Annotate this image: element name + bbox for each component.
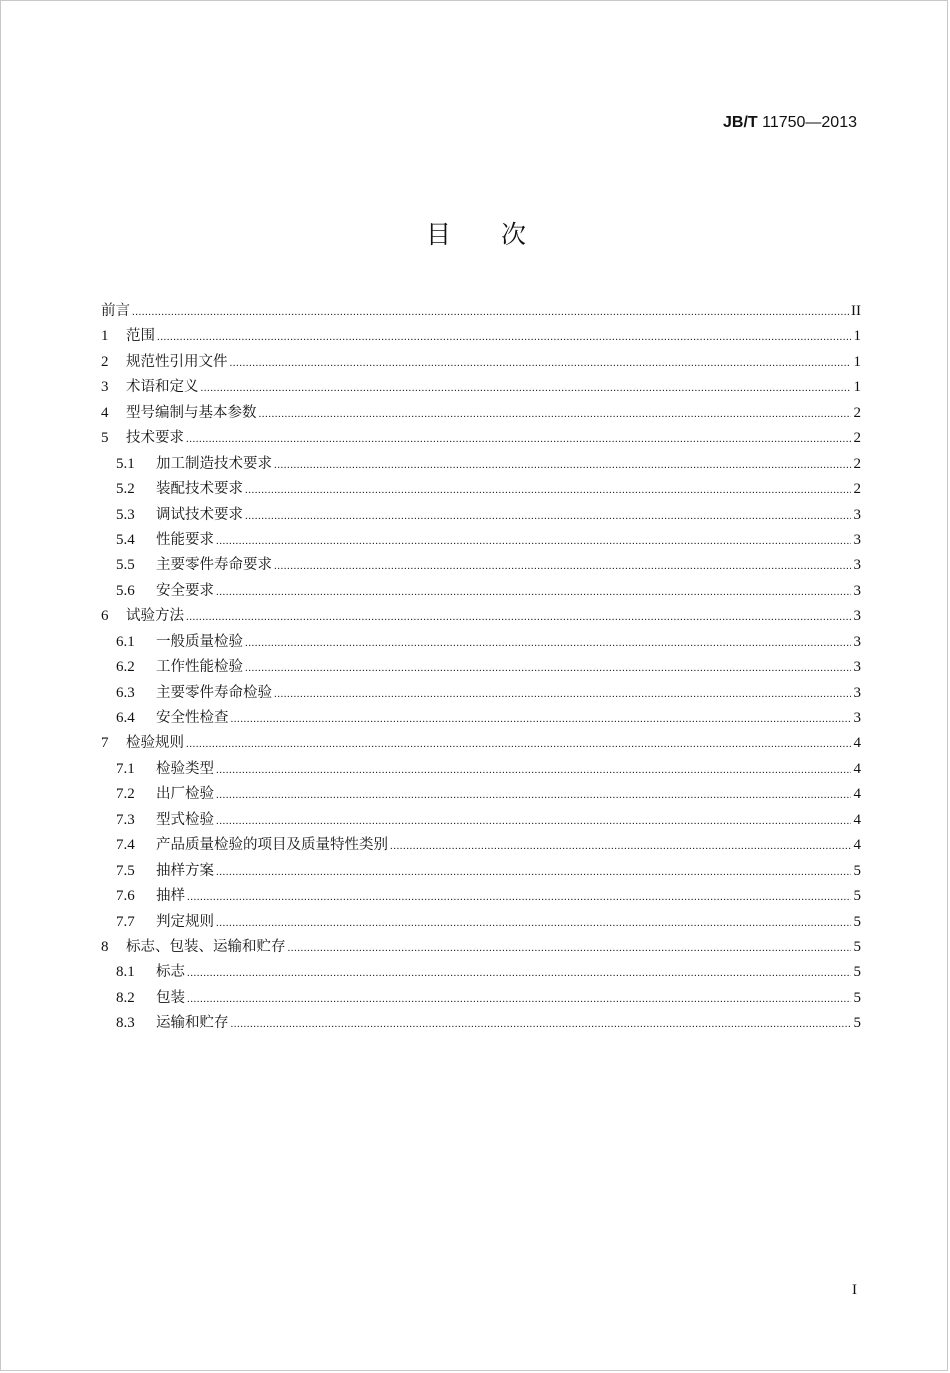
table-of-contents (101, 299, 861, 1037)
toc-entry-label: 术语和定义 (126, 379, 199, 396)
toc-entry-number: 6.3 (116, 684, 135, 701)
toc-leader-dots (274, 453, 851, 478)
toc-entry-number: 5.6 (116, 582, 135, 599)
toc-leader-dots (216, 758, 851, 783)
toc-entry-label: 安全性检查 (156, 710, 229, 726)
toc-leader-dots (274, 554, 851, 579)
toc-entry[interactable] (101, 706, 861, 731)
toc-entry-page: 3 (853, 506, 861, 523)
toc-entry-page: 3 (853, 557, 861, 574)
toc-entry-number: 8 (101, 938, 109, 955)
toc-leader-dots (390, 834, 851, 859)
toc-entry-number: 7.1 (116, 760, 135, 777)
toc-entry[interactable] (101, 655, 861, 680)
toc-entry-label: 运输和贮存 (156, 1015, 229, 1032)
toc-leader-dots (216, 911, 851, 936)
toc-leader-dots (187, 885, 851, 910)
toc-entry-page: 4 (853, 760, 861, 777)
toc-entry-number: 7.3 (116, 811, 135, 828)
toc-entry-label: 判定规则 (156, 913, 214, 930)
toc-entry-number: 8.3 (116, 1015, 135, 1032)
toc-entry-page: 2 (853, 455, 861, 472)
toc-entry-number: 2 (101, 353, 109, 370)
toc-leader-dots (186, 605, 851, 630)
toc-entry-number: 3 (101, 379, 109, 396)
toc-entry-page: II (851, 303, 861, 319)
toc-entry-page: 5 (853, 888, 861, 905)
toc-entry[interactable] (101, 884, 861, 909)
toc-entry-number: 6 (101, 608, 109, 625)
toc-entry-page: 4 (853, 837, 861, 854)
toc-entry[interactable] (101, 808, 861, 833)
standard-prefix: JB/T (722, 114, 758, 131)
toc-leader-dots (216, 809, 851, 834)
toc-entry-page: 4 (853, 735, 861, 752)
toc-entry-label: 加工制造技术要求 (156, 455, 272, 472)
toc-entry-number: 8.1 (116, 964, 135, 981)
page-number: I (852, 1282, 857, 1298)
toc-entry-page: 3 (853, 531, 861, 548)
toc-entry[interactable] (101, 426, 861, 451)
toc-entry-page: 3 (853, 659, 861, 676)
toc-entry-label: 产品质量检验的项目及质量特性类别 (156, 837, 388, 854)
toc-entry-label: 性能要求 (156, 531, 214, 548)
toc-entry-label: 型号编制与基本参数 (126, 404, 257, 421)
page-title: 目次 (425, 220, 576, 249)
toc-entry[interactable] (101, 375, 861, 400)
standard-code: 11750—2013 (757, 114, 857, 131)
toc-entry-number: 7.5 (116, 862, 135, 879)
toc-entry[interactable] (101, 833, 861, 858)
toc-entry[interactable] (101, 528, 861, 553)
toc-entry-label: 规范性引用文件 (126, 353, 228, 370)
toc-entry[interactable] (101, 477, 861, 502)
toc-entry[interactable] (101, 630, 861, 655)
toc-entry[interactable] (101, 604, 861, 629)
toc-entry-label: 出厂检验 (156, 786, 214, 803)
toc-entry-number: 7.6 (116, 888, 135, 905)
toc-entry-label: 抽样 (156, 888, 185, 905)
toc-entry[interactable] (101, 910, 861, 935)
toc-entry-number: 7 (101, 735, 109, 752)
toc-entry-label: 范围 (126, 328, 155, 345)
toc-leader-dots (288, 936, 852, 961)
toc-leader-dots (201, 376, 852, 401)
toc-leader-dots (216, 529, 851, 554)
toc-entry-label: 试验方法 (126, 608, 184, 625)
toc-entry-page: 3 (853, 710, 861, 726)
toc-entry-page: 5 (853, 913, 861, 930)
toc-entry[interactable] (101, 782, 861, 807)
toc-entry-page: 5 (853, 964, 861, 981)
toc-entry-label: 工作性能检验 (156, 659, 243, 676)
toc-entry-page: 2 (853, 430, 861, 447)
toc-entry-label: 前言 (101, 303, 130, 319)
toc-entry-label: 标志、包装、运输和贮存 (126, 938, 286, 955)
toc-entry-page: 3 (853, 608, 861, 625)
toc-entry[interactable] (101, 1011, 861, 1036)
toc-leader-dots (216, 860, 851, 885)
toc-entry-page: 1 (853, 328, 861, 345)
toc-leader-dots (216, 783, 851, 808)
toc-entry-page: 4 (853, 811, 861, 828)
toc-entry-page: 2 (853, 404, 861, 421)
toc-leader-dots (245, 478, 851, 503)
toc-entry-number: 1 (101, 328, 109, 345)
toc-entry[interactable] (101, 986, 861, 1011)
toc-leader-dots (186, 427, 851, 452)
toc-entry-label: 标志 (156, 964, 185, 981)
toc-leader-dots (186, 732, 851, 757)
toc-leader-dots (187, 987, 851, 1012)
toc-entry-number: 5.1 (116, 455, 135, 472)
toc-entry-label: 检验类型 (156, 760, 214, 777)
toc-entry-page: 5 (853, 938, 861, 955)
toc-entry-page: 3 (853, 633, 861, 650)
toc-entry-number: 5.4 (116, 531, 135, 548)
toc-entry-label: 装配技术要求 (156, 481, 243, 498)
toc-entry-number: 6.2 (116, 659, 135, 676)
toc-entry-number: 4 (101, 404, 109, 421)
toc-entry[interactable] (101, 757, 861, 782)
standard-number (723, 114, 857, 132)
toc-entry-label: 包装 (156, 989, 185, 1006)
toc-entry-label: 主要零件寿命要求 (156, 557, 272, 574)
toc-entry-label: 型式检验 (156, 811, 214, 828)
toc-leader-dots (230, 351, 852, 376)
toc-leader-dots (132, 300, 849, 325)
toc-leader-dots (245, 656, 851, 681)
toc-entry-number: 6.4 (116, 710, 135, 726)
toc-leader-dots (274, 682, 851, 707)
toc-leader-dots (231, 1012, 852, 1037)
toc-entry-label: 抽样方案 (156, 862, 214, 879)
toc-entry-page: 1 (853, 353, 861, 370)
toc-leader-dots (231, 707, 852, 732)
toc-entry[interactable] (101, 299, 861, 324)
toc-entry-page: 1 (853, 379, 861, 396)
toc-entry-number: 7.4 (116, 837, 135, 854)
toc-entry[interactable] (101, 350, 861, 375)
toc-entry-page: 3 (853, 684, 861, 701)
toc-entry[interactable] (101, 503, 861, 528)
toc-entry-label: 技术要求 (126, 430, 184, 447)
toc-leader-dots (216, 580, 851, 605)
toc-entry[interactable] (101, 401, 861, 426)
toc-leader-dots (157, 325, 851, 350)
toc-entry-number: 6.1 (116, 633, 135, 650)
toc-entry-number: 5.5 (116, 557, 135, 574)
toc-entry[interactable] (101, 579, 861, 604)
toc-entry-number: 5 (101, 430, 109, 447)
toc-entry-number: 5.2 (116, 481, 135, 498)
toc-entry-label: 一般质量检验 (156, 633, 243, 650)
toc-entry-number: 7.7 (116, 913, 135, 930)
toc-entry[interactable] (101, 935, 861, 960)
toc-entry-page: 5 (853, 862, 861, 879)
toc-leader-dots (245, 504, 851, 529)
toc-entry-label: 主要零件寿命检验 (156, 684, 272, 701)
toc-leader-dots (259, 402, 852, 427)
toc-entry-label: 安全要求 (156, 582, 214, 599)
toc-entry[interactable] (101, 324, 861, 349)
toc-entry-page: 4 (853, 786, 861, 803)
toc-entry-label: 检验规则 (126, 735, 184, 752)
toc-entry-page: 5 (853, 1015, 861, 1032)
toc-entry-page: 5 (853, 989, 861, 1006)
toc-entry[interactable] (101, 960, 861, 985)
toc-entry[interactable] (101, 553, 861, 578)
toc-entry-number: 7.2 (116, 786, 135, 803)
toc-leader-dots (187, 961, 851, 986)
toc-entry[interactable] (101, 731, 861, 756)
toc-entry[interactable] (101, 681, 861, 706)
toc-entry[interactable] (101, 452, 861, 477)
toc-entry-page: 3 (853, 582, 861, 599)
toc-leader-dots (245, 631, 851, 656)
toc-entry[interactable] (101, 859, 861, 884)
toc-entry-number: 5.3 (116, 506, 135, 523)
toc-entry-label: 调试技术要求 (156, 506, 243, 523)
toc-entry-number: 8.2 (116, 989, 135, 1006)
toc-entry-page: 2 (853, 481, 861, 498)
